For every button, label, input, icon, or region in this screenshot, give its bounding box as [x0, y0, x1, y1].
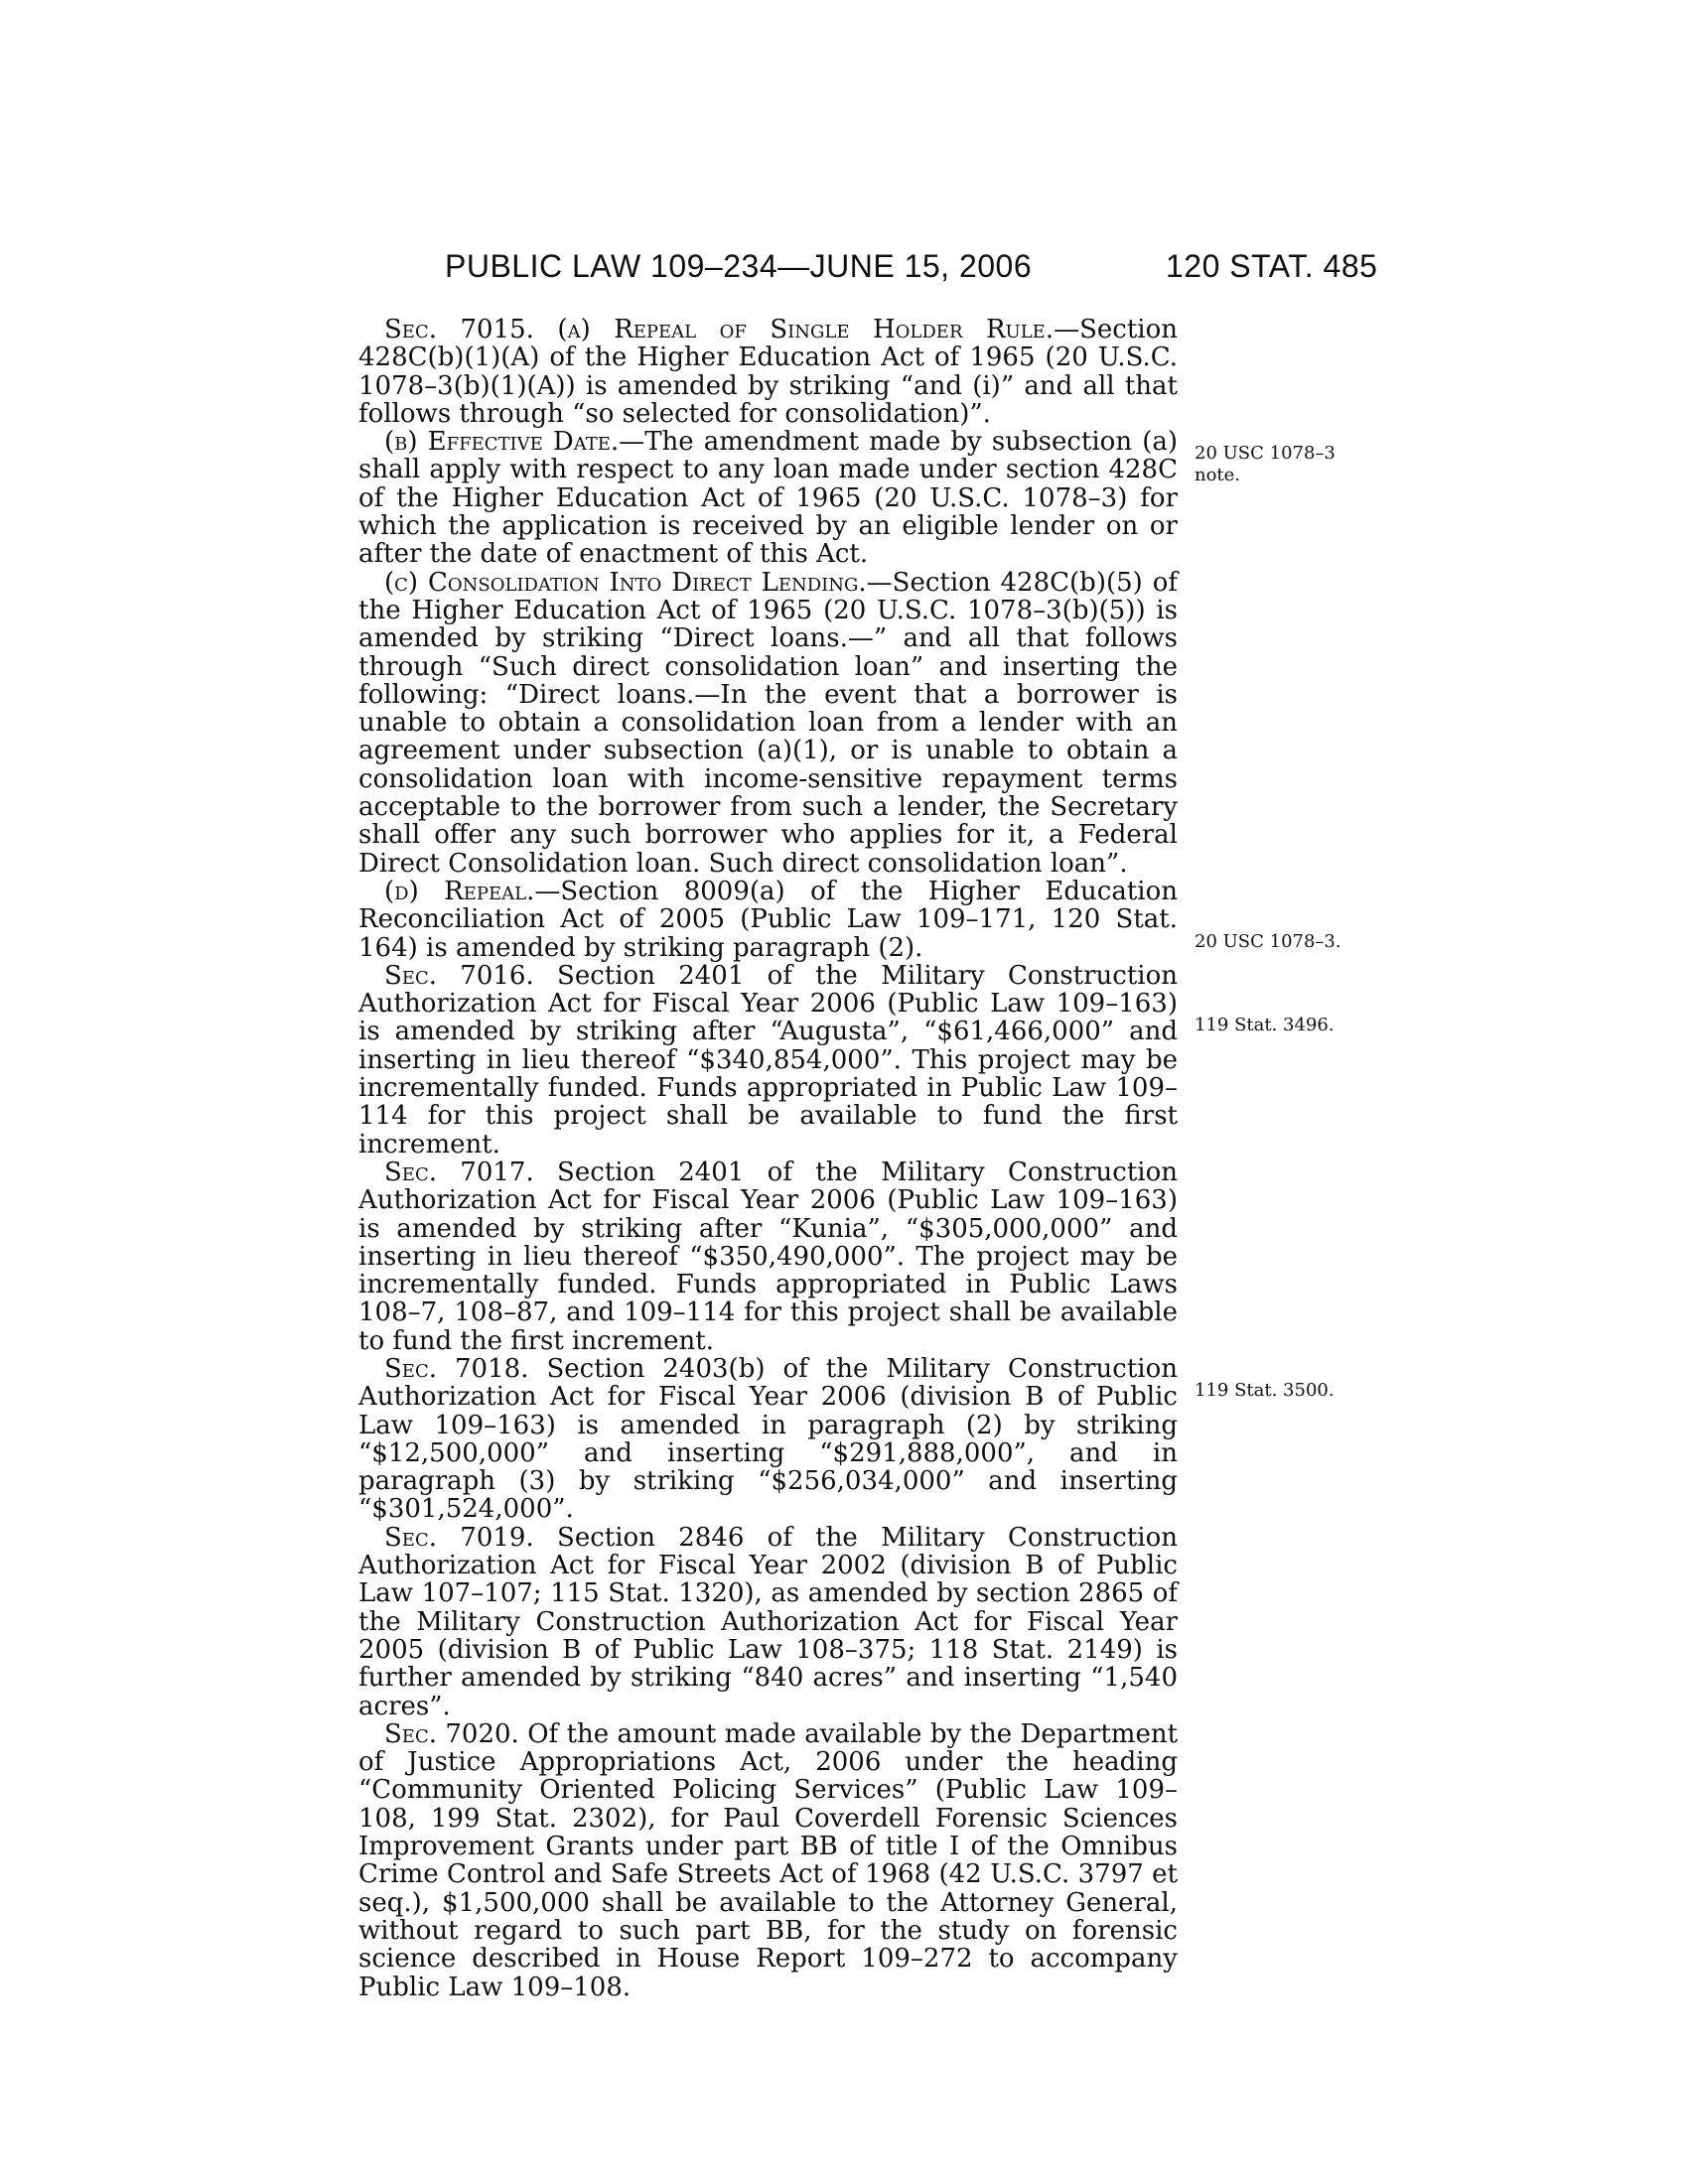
sec-7015-label: Sec. 7015.: [384, 315, 534, 344]
sec-7017-text: Section 2401 of the Military Construction Authorization Act for Fiscal Year 2006 (Public Law 109–163) is amended by striking after “Kunia”, “$305,000,000” and inserting in lieu thereof “$350,490,000”. The project may be incrementally funded. Funds appropriated in Public Laws 108–7, 108–87, and 109–114 for this project shall be available to fund the first increment.: [358, 1157, 1179, 1356]
sec-7015-b-heading: (b) Effective Date.—: [384, 427, 645, 458]
sec-7015-b-text: The amendment made by subsection (a) shall apply with respect to any loan made under section 428C of the Higher Education Act of 1965 (20 U.S.C. 1078–3) for which the application is received by an eligible lender on or after the date of enactment of this Act.: [358, 427, 1178, 570]
margin-note-stat-3500: 119 Stat. 3500.: [1195, 1380, 1335, 1401]
sec-7019: [358, 1524, 1178, 1720]
sec-7019-text: Section 2846 of the Military Construction Authorization Act for Fiscal Year 2002 (division B of Public Law 107–107; 115 Stat. 1320), as amended by section 2865 of the Military Construction Authorization Act for Fiscal Year 2005 (division B of Public Law 108–375; 118 Stat. 2149) is further amended by striking “840 acres” and inserting “1,540 acres”.: [358, 1522, 1179, 1721]
margin-note-usc-note: [1195, 443, 1336, 486]
page-header-title: PUBLIC LAW 109–234—JUNE 15, 2006: [445, 248, 1033, 284]
margin-note-stat-3496: 119 Stat. 3496.: [1195, 1015, 1335, 1035]
margin-note-usc-note-line2: note.: [1195, 465, 1241, 485]
sec-7017-label: Sec. 7017.: [384, 1157, 534, 1187]
margin-note-usc: 20 USC 1078–3.: [1195, 931, 1341, 952]
sec-7015-d-text: Section 8009(a) of the Higher Education Reconciliation Act of 2005 (Public Law 109–171, 120 Stat. 164) is amended by striking paragraph (2).: [358, 876, 1179, 963]
sec-7019-label: Sec. 7019.: [384, 1522, 534, 1553]
sec-7018: [358, 1355, 1178, 1524]
sec-7017: [358, 1159, 1178, 1355]
sec-7018-label: Sec. 7018.: [384, 1353, 529, 1384]
sec-7016: [358, 962, 1178, 1159]
sec-7020-label: Sec. 7020.: [384, 1718, 519, 1749]
sec-7020: [358, 1720, 1178, 2001]
sec-7018-text: Section 2403(b) of the Military Construction Authorization Act for Fiscal Year 2006 (division B of Public Law 109–163) is amended in paragraph (2) by striking “$12,500,000” and inserting “$291,888,000”, and in paragraph (3) by striking “$256,034,000” and inserting “$301,524,000”.: [358, 1353, 1178, 1525]
sec-7015-c-text: Section 428C(b)(5) of the Higher Education Act of 1965 (20 U.S.C. 1078–3(b)(5)) is amended by striking “Direct loans.—” and all that follows through “Such direct consolidation loan” and inserting the following: “Direct loans.—In the event that a borrower is unable to obtain a consolidation loan from a lender with an agreement under subsection (a)(1), or is unable to obtain a consolidation loan with income-sensitive repayment terms acceptable to the borrower from such a lender, the Secretary shall offer any such borrower who applies for it, a Federal Direct Consolidation loan. Such direct consolidation loan”.: [358, 567, 1178, 879]
margin-note-usc-note-line1: 20 USC 1078–3: [1195, 443, 1336, 464]
document-body: [358, 316, 1178, 2001]
sec-7015-c: [358, 569, 1178, 878]
sec-7015-a: [358, 316, 1178, 428]
sec-7015-d-heading: (d) Repeal.—: [384, 876, 561, 906]
page-header-stat: 120 STAT. 485: [1166, 248, 1378, 284]
sec-7016-label: Sec. 7016.: [384, 960, 534, 991]
sec-7015-a-heading: (a) Repeal of Single Holder Rule.—: [557, 315, 1080, 344]
sec-7015-a-text: Section 428C(b)(1)(A) of the Higher Education Act of 1965 (20 U.S.C. 1078–3(b)(1)(A)) is amended by striking “and (i)” and all that follows through “so selected for consolidation)”.: [358, 315, 1179, 429]
sec-7015-b: [358, 428, 1178, 568]
sec-7015-d: [358, 878, 1178, 962]
sec-7020-text: Of the amount made available by the Department of Justice Appropriations Act, 2006 under the heading “Community Oriented Policing Services” (Public Law 109–108, 199 Stat. 2302), for Paul Coverdell Forensic Sciences Improvement Grants under part BB of title I of the Omnibus Crime Control and Safe Streets Act of 1968 (42 U.S.C. 3797 et seq.), $1,500,000 shall be available to the Attorney General, without regard to such part BB, for the study on forensic science described in House Report 109–272 to accompany Public Law 109–108.: [358, 1718, 1179, 2002]
sec-7015-c-heading: (c) Consolidation Into Direct Lending.—: [384, 567, 893, 598]
sec-7016-text: Section 2401 of the Military Construction Authorization Act for Fiscal Year 2006 (Public Law 109–163) is amended by striking after “Augusta”, “$61,466,000” and inserting in lieu thereof “$340,854,000”. This project may be incrementally funded. Funds appropriated in Public Law 109–114 for this project shall be available to fund the first increment.: [358, 960, 1179, 1160]
